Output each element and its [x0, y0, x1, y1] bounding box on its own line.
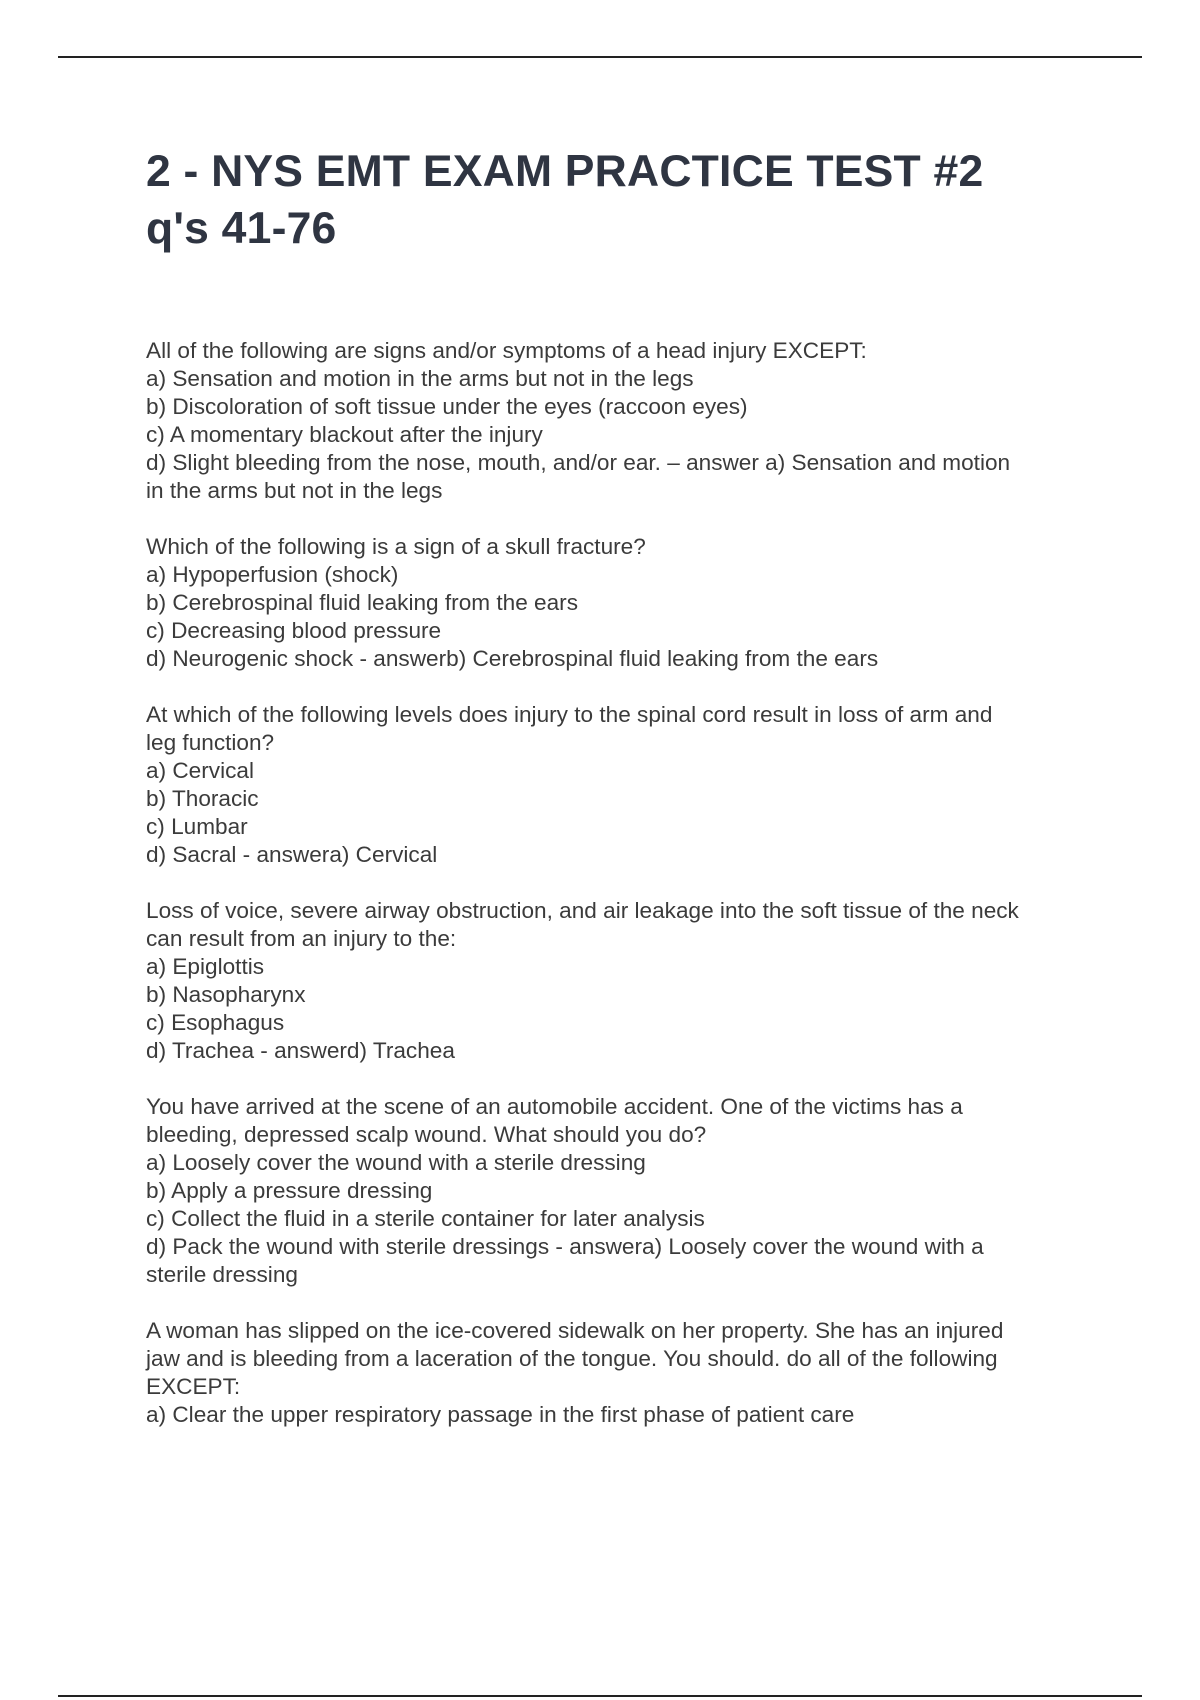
question-text: A woman has slipped on the ice-covered sidewalk on her property. She has an injured	[146, 1318, 1004, 1343]
answer-option: a) Hypoperfusion (shock)	[146, 562, 399, 587]
answer-option: d) Slight bleeding from the nose, mouth, and/or ear. – answer a) Sensation and motion	[146, 450, 1011, 475]
question-block	[146, 337, 1086, 505]
question-text: Which of the following is a sign of a skull fracture?	[146, 534, 646, 559]
question-text: EXCEPT:	[146, 1374, 241, 1399]
question-text: leg function?	[146, 730, 275, 755]
answer-option: b) Nasopharynx	[146, 982, 306, 1007]
answer-option: c) Decreasing blood pressure	[146, 618, 442, 643]
question-block	[146, 1317, 1086, 1429]
title-line: q's 41-76	[146, 204, 337, 253]
answer-text: in the arms but not in the legs	[146, 478, 443, 503]
answer-option: c) Lumbar	[146, 814, 248, 839]
answer-option: a) Cervical	[146, 758, 254, 783]
top-divider	[58, 56, 1142, 58]
answer-option: a) Loosely cover the wound with a sterile dressing	[146, 1150, 646, 1175]
question-text: bleeding, depressed scalp wound. What should you do?	[146, 1122, 707, 1147]
answer-option: d) Sacral - answera) Cervical	[146, 842, 438, 867]
answer-option: a) Epiglottis	[146, 954, 265, 979]
answer-option: b) Discoloration of soft tissue under the eyes (raccoon eyes)	[146, 394, 748, 419]
bottom-divider	[58, 1695, 1142, 1697]
answer-option: c) Collect the fluid in a sterile container for later analysis	[146, 1206, 705, 1231]
answer-option: d) Neurogenic shock - answerb) Cerebrospinal fluid leaking from the ears	[146, 646, 879, 671]
question-text: can result from an injury to the:	[146, 926, 457, 951]
answer-option: c) Esophagus	[146, 1010, 285, 1035]
question-list	[146, 337, 1086, 1457]
answer-text: sterile dressing	[146, 1262, 298, 1287]
answer-option: c) A momentary blackout after the injury	[146, 422, 543, 447]
answer-option: b) Thoracic	[146, 786, 259, 811]
page-title	[146, 143, 1106, 257]
answer-option: a) Clear the upper respiratory passage in the first phase of patient care	[146, 1402, 855, 1427]
question-block	[146, 897, 1086, 1065]
answer-option: d) Trachea - answerd) Trachea	[146, 1038, 455, 1063]
question-block	[146, 701, 1086, 869]
question-text: You have arrived at the scene of an automobile accident. One of the victims has a	[146, 1094, 963, 1119]
answer-option: a) Sensation and motion in the arms but not in the legs	[146, 366, 694, 391]
answer-option: b) Apply a pressure dressing	[146, 1178, 433, 1203]
question-text: Loss of voice, severe airway obstruction, and air leakage into the soft tissue of the neck	[146, 898, 1019, 923]
question-block	[146, 533, 1086, 673]
question-block	[146, 1093, 1086, 1289]
question-text: At which of the following levels does injury to the spinal cord result in loss of arm and	[146, 702, 993, 727]
answer-option: d) Pack the wound with sterile dressings - answera) Loosely cover the wound with a	[146, 1234, 984, 1259]
question-text: All of the following are signs and/or symptoms of a head injury EXCEPT:	[146, 338, 867, 363]
answer-option: b) Cerebrospinal fluid leaking from the ears	[146, 590, 579, 615]
title-line: 2 - NYS EMT EXAM PRACTICE TEST #2	[146, 147, 984, 196]
question-text: jaw and is bleeding from a laceration of the tongue. You should. do all of the following	[146, 1346, 998, 1371]
